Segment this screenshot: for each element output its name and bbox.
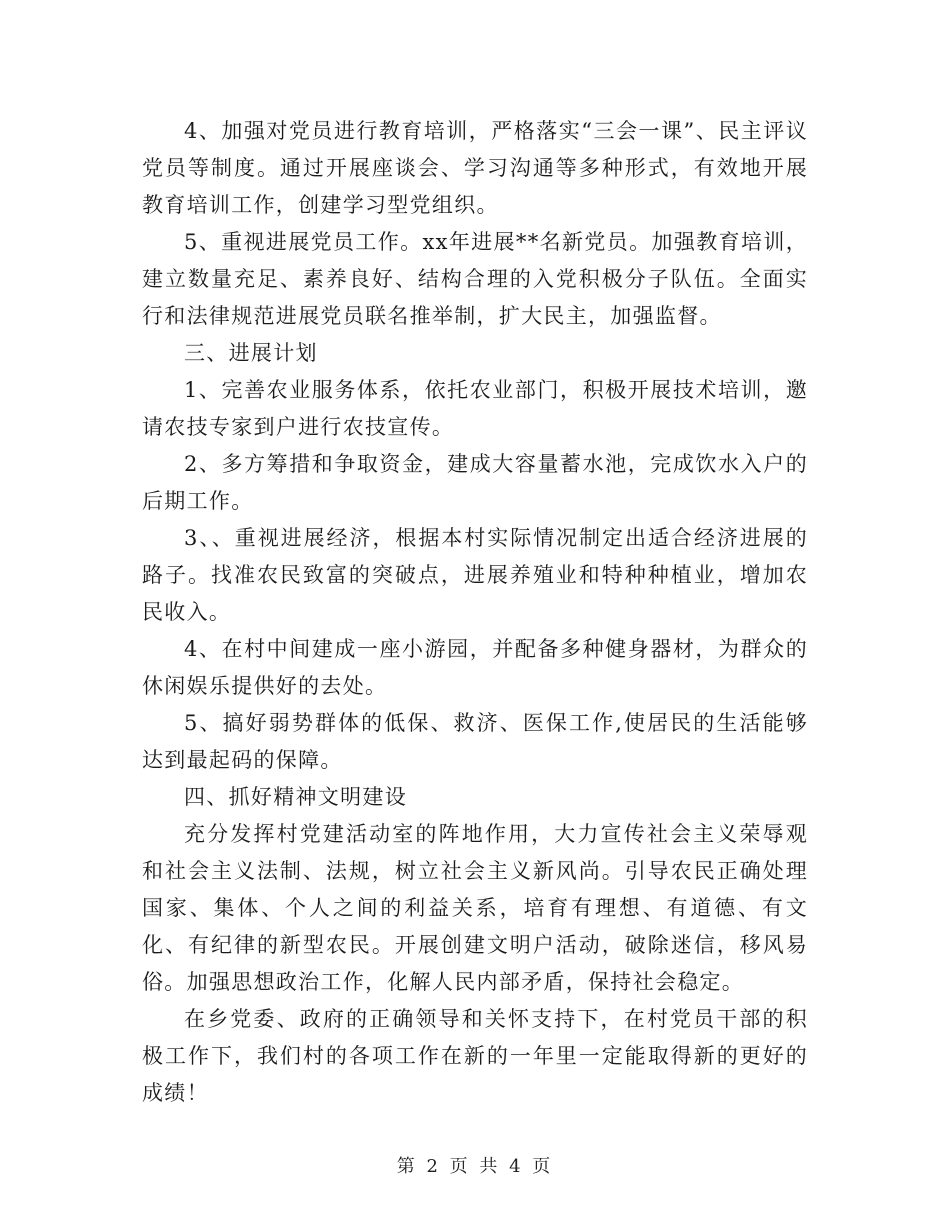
paragraph-conclusion: 在乡党委、政府的正确领导和关怀支持下，在村党员干部的积极工作下，我们村的各项工作在新的一年里一定能取得新的更好的成绩！ <box>142 1007 808 1105</box>
paragraph-item4-training: 4、加强对党员进行教育培训，严格落实“三会一课”、民主评议党员等制度。通过开展座谈会、学习沟通等多种形式，有效地开展教育培训工作，创建学习型党组织。 <box>142 119 808 217</box>
section-heading-plan: 三、进展计划 <box>184 341 318 365</box>
page-number-footer: 第 2 页 共 4 页 <box>396 1156 554 1177</box>
document-body <box>142 113 808 1112</box>
paragraph-plan-1: 1、完善农业服务体系，依托农业部门，积极开展技术培训，邀请农技专家到户进行农技宣传。 <box>142 378 808 439</box>
paragraph-plan-4: 4、在村中间建成一座小游园，并配备多种健身器材，为群众的休闲娱乐提供好的去处。 <box>142 637 808 698</box>
paragraph-item5-party-members: 5、重视进展党员工作。xx年进展**名新党员。加强教育培训，建立数量充足、素养良好、结构合理的入党积极分子队伍。全面实行和法律规范进展党员联名推举制，扩大民主，加强监督。 <box>142 230 808 328</box>
paragraph-plan-5: 5、搞好弱势群体的低保、救济、医保工作,使居民的生活能够达到最起码的保障。 <box>142 711 808 772</box>
section-heading-civilization: 四、抓好精神文明建设 <box>184 785 407 809</box>
paragraph-plan-3: 3、、重视进展经济，根据本村实际情况制定出适合经济进展的路子。找准农民致富的突破点，进展养殖业和特种种植业，增加农民收入。 <box>142 526 808 624</box>
paragraph-civilization: 充分发挥村党建活动室的阵地作用，大力宣传社会主义荣辱观和社会主义法制、法规，树立社会主义新风尚。引导农民正确处理国家、集体、个人之间的利益关系，培育有理想、有道德、有文化、有纪律的新型农民。开展创建文明户活动，破除迷信，移风易俗。加强思想政治工作，化解人民内部矛盾，保持社会稳定。 <box>142 822 808 994</box>
paragraph-plan-2: 2、多方筹措和争取资金，建成大容量蓄水池，完成饮水入户的后期工作。 <box>142 452 808 513</box>
